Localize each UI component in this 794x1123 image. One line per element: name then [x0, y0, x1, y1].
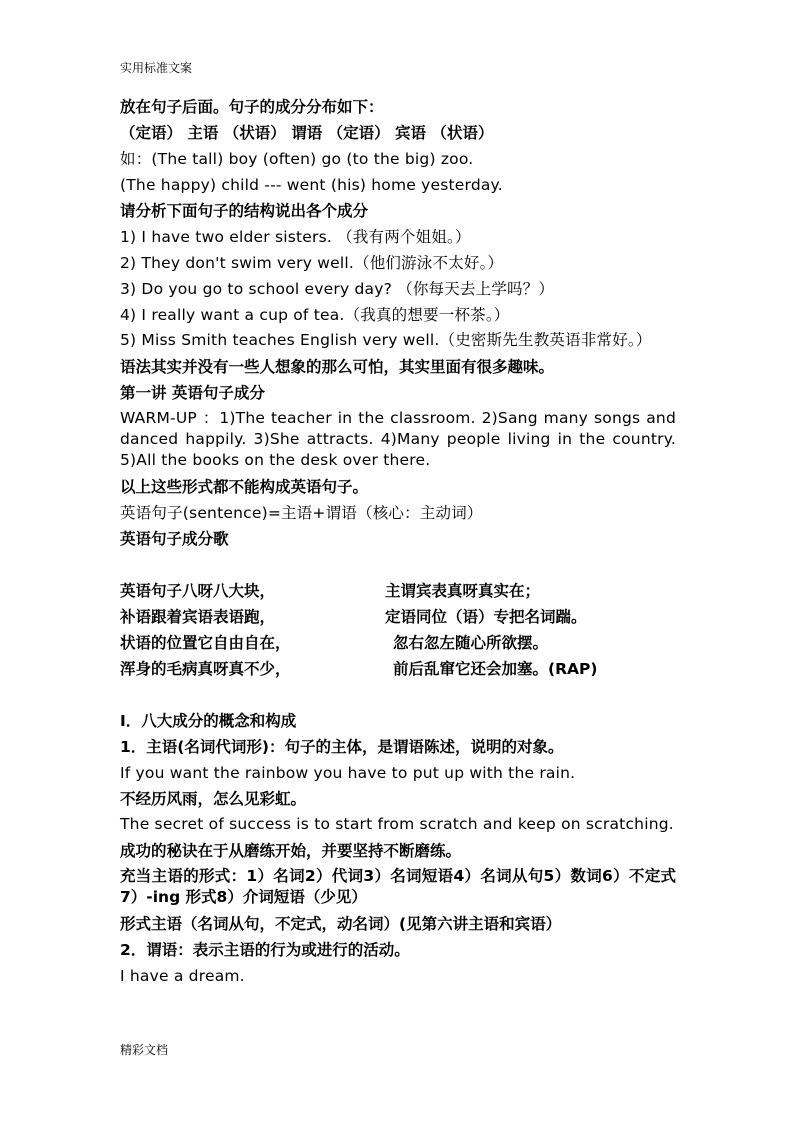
example-line-1: 如：(The tall) boy (often) go (to the big) zoo. — [120, 150, 474, 168]
page-header: 实用标准文案 — [120, 61, 193, 75]
subject-example-2: The secret of success is to start from scratch and keep on scratching. — [120, 815, 674, 833]
document-body — [120, 94, 676, 989]
subject-example-1-translation: 不经历风雨，怎么见彩虹。 — [120, 790, 307, 808]
warm-up-paragraph: WARM-UP ：1)The teacher in the classroom. 2)Sang many songs and danced happily. 3)She attracts. 4)Many people living in the country. 5)All the books on the desk over there. — [120, 409, 676, 469]
verse-right: 定语同位（语）专把名词踹。 — [385, 608, 587, 626]
sentence-structure-line: （定语） 主语 （状语） 谓语 （定语） 宾语 （状语） — [120, 124, 494, 142]
lecture-title: 第一讲 英语句子成分 — [120, 384, 265, 402]
verse-title: 英语句子成分歌 — [120, 530, 229, 548]
blank-line — [120, 682, 676, 708]
exercise-item-3: 3) Do you go to school every day? （你每天去上学吗？） — [120, 280, 555, 298]
warm-up-note: 以上这些形式都不能构成英语句子。 — [120, 478, 369, 496]
example-line-2: (The happy) child --- went (his) home yesterday. — [120, 176, 503, 194]
exercise-item-1: 1) I have two elder sisters. （我有两个姐姐。） — [120, 228, 471, 246]
predicate-definition: 2．谓语：表示主语的行为或进行的活动。 — [120, 941, 410, 959]
intro-line: 放在句子后面。句子的成分分布如下： — [120, 98, 384, 116]
page-footer: 精彩文档 — [120, 1043, 169, 1057]
sentence-definition: 英语句子(sentence)=主语+谓语（核心：主动词） — [120, 504, 483, 522]
subject-forms: 充当主语的形式：1）名词2）代词3）名词短语4）名词从句5）数词6）不定式7）-ing 形式8）介词短语（少见） — [120, 867, 676, 906]
exercise-heading: 请分析下面句子的结构说出各个成分 — [120, 202, 369, 220]
verse-row-4 — [120, 656, 676, 682]
exercise-item-2: 2) They don't swim very well.（他们游泳不太好。） — [120, 254, 504, 272]
verse-left: 状语的位置它自由自在， — [120, 634, 291, 652]
subject-example-2-translation: 成功的秘诀在于从磨练开始，并要坚持不断磨练。 — [120, 842, 462, 860]
verse-left: 补语跟着宾语表语跑， — [120, 608, 276, 626]
verse-row-3 — [120, 630, 676, 656]
verse-right: 忽右忽左随心所欲摆。 — [393, 634, 549, 652]
exercise-item-5: 5) Miss Smith teaches English very well.（史密斯先生教英语非常好。） — [120, 331, 652, 349]
verse-right: 主谓宾表真呀真实在； — [385, 582, 541, 600]
verse-right: 前后乱窜它还会加塞。(RAP) — [393, 660, 598, 678]
exercise-item-4: 4) I really want a cup of tea.（我真的想要一杯茶。） — [120, 306, 510, 324]
blank-line — [120, 552, 676, 578]
verse-row-1 — [120, 578, 676, 604]
verse-left: 浑身的毛病真呀真不少， — [120, 660, 291, 678]
subject-definition: 1．主语(名词代词形)：句子的主体，是谓语陈述，说明的对象。 — [120, 738, 564, 756]
predicate-example: I have a dream. — [120, 967, 245, 985]
verse-left: 英语句子八呀八大块， — [120, 582, 276, 600]
verse-row-2 — [120, 604, 676, 630]
grammar-note: 语法其实并没有一些人想象的那么可怕，其实里面有很多趣味。 — [120, 358, 555, 376]
formal-subject-note: 形式主语（名词从句，不定式，动名词）(见第六讲主语和宾语） — [120, 915, 562, 933]
subject-example-1: If you want the rainbow you have to put up with the rain. — [120, 764, 576, 782]
section-heading: I．八大成分的概念和构成 — [120, 712, 297, 730]
